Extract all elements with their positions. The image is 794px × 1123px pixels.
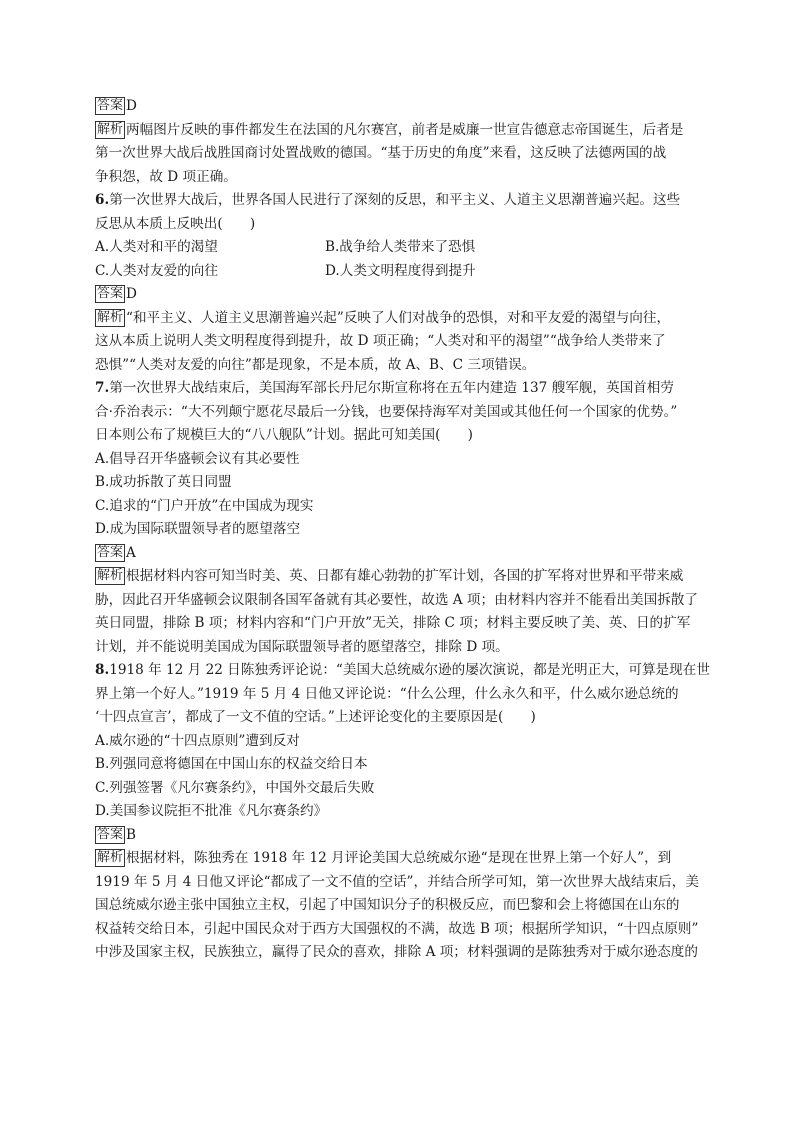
analysis-tag: 解析 [97, 850, 124, 865]
question-8 [95, 659, 710, 965]
analysis-tag: 解析 [97, 121, 124, 137]
stem-text: ‘十四点宣言’，都成了一文不值的空话。”上述评论变化的主要原因是( ) [95, 709, 536, 725]
answer-value: D [126, 98, 137, 114]
question-7 [95, 377, 698, 659]
stem-text: 第一次世界大战后，世界各国人民进行了深刻的反思，和平主义、人道主义思潮普遍兴起。这些 [109, 192, 681, 208]
analysis-text: 国总统威尔逊主张中国独立主权，引起了中国知识分子的积极反应，而巴黎和会上将德国在山东的 [95, 897, 680, 913]
analysis-line [95, 847, 695, 871]
option-a: A.倡导召开华盛顿会议有其必要性 [95, 450, 300, 467]
analysis-text: 第一次世界大战后战胜国商讨处置战败的德国。“基于历史的角度”来看，这反映了法德两国的战 [95, 145, 667, 161]
answer-value: D [126, 286, 137, 302]
analysis-text: 争积怨，故 D 项正确。 [95, 168, 237, 185]
answer-line [95, 283, 695, 307]
option-d: D.人类文明程度得到提升 [325, 262, 476, 279]
question-stem [95, 377, 695, 401]
analysis-tag: 解析 [97, 309, 124, 325]
question-stem [95, 659, 710, 683]
analysis-text: 1919 年 5 月 4 日他又评论“都成了一文不值的空话”，并结合所学可知，第一次世界大战结束后，美 [95, 873, 699, 890]
answer-line [95, 542, 695, 566]
stem-text: 1918 年 12 月 22 日陈独秀评论说：“美国大总统威尔逊的屡次演说，都是光明正大，可算是现在世 [109, 662, 710, 678]
analysis-text: 根据材料，陈独秀在 1918 年 12 月评论美国大总统威尔逊“是现在世界上第一个好人”，到 [126, 850, 672, 866]
analysis-text: 胁，因此召开华盛顿会议限制各国军备就有其必要性，故选 A 项；由材料内容并不能看出美国拆散了 [95, 591, 698, 608]
option-b: B.列强同意将德国在中国山东的权益交给日本 [95, 756, 368, 772]
question-number: 7. [95, 380, 110, 396]
answer-line [95, 824, 695, 848]
option-a: A.人类对和平的渴望 [95, 239, 218, 255]
analysis-text: 权益转交给日本，引起中国民众对于西方大国强权的不满，故选 B 项；根据所学知识，“十四点原则” [95, 920, 699, 937]
stem-text: 界上第一个好人。”1919 年 5 月 4 日他又评论说：“什么公理，什么永久和平，什么威尔逊总统的 [95, 685, 679, 702]
analysis-tag: 解析 [97, 568, 124, 583]
answer-value: B [126, 826, 137, 843]
analysis-line [95, 119, 695, 143]
analysis-text: 这从本质上说明人类文明程度得到提升，故 D 项正确；“人类对和平的渴望”“战争给人类带来了 [95, 333, 666, 349]
option-row [95, 236, 695, 260]
question-stem [95, 189, 695, 213]
stem-text: 第一次世界大战结束后，美国海军部长丹尼尔斯宣称将在五年内建造 137 艘军舰，英国首相劳 [109, 380, 674, 396]
analysis-line [95, 307, 695, 331]
option-d: D.美国参议院拒不批准《凡尔赛条约》 [95, 803, 328, 819]
option-b: B.成功拆散了英日同盟 [95, 474, 232, 490]
answer-tag: 答案 [97, 544, 124, 560]
option-a: A.威尔逊的“十四点原则”遭到反对 [95, 732, 300, 749]
question-number: 8. [95, 662, 110, 678]
analysis-text: 计划，并不能说明美国成为国际联盟领导者的愿望落空，排除 D 项。 [95, 638, 509, 655]
stem-text: 合·乔治表示：“大不列颠宁愿花尽最后一分钱，也要保持海军对美国或其他任何一个国家的优势。” [95, 403, 678, 420]
answer-tag: 答案 [97, 826, 124, 842]
analysis-text: 英日同盟，排除 B 项；材料内容和“门户开放”无关，排除 C 项；材料主要反映了美、英、日的扩军 [95, 615, 691, 631]
question-6 [95, 189, 695, 377]
option-row [95, 260, 695, 284]
answer-tag: 答案 [97, 286, 124, 301]
analysis-text: 根据材料内容可知当时美、英、日都有雄心勃勃的扩军计划，各国的扩军将对世界和平带来威 [126, 568, 684, 584]
stem-text: 日本则公布了规模巨大的“八八舰队”计划。据此可知美国( ) [95, 427, 473, 443]
analysis-text: 两幅图片反映的事件都发生在法国的凡尔赛宫，前者是威廉一世宣告德意志帝国诞生，后者是 [126, 121, 684, 138]
option-c: C.追求的“门户开放”在中国成为现实 [95, 497, 314, 514]
option-c: C.人类对友爱的向往 [95, 262, 218, 279]
page-content [95, 95, 710, 965]
answer-line [95, 95, 695, 119]
analysis-line [95, 565, 695, 589]
stem-text: 反思从本质上反映出( ) [95, 215, 256, 232]
option-b: B.战争给人类带来了恐惧 [325, 239, 476, 255]
answer-value: A [126, 544, 136, 561]
answer-tag: 答案 [97, 98, 124, 113]
analysis-text: “和平主义、人道主义思潮普遍兴起”反映了人们对战争的恐惧，对和平友爱的渴望与向往， [126, 309, 671, 326]
option-d: D.成为国际联盟领导者的愿望落空 [95, 521, 301, 537]
analysis-text: 恐惧”“人类对友爱的向往”都是现象，不是本质，故 A、B、C 三项错误。 [95, 356, 536, 373]
analysis-text: 中涉及国家主权，民族独立，赢得了民众的喜欢，排除 A 项；材料强调的是陈独秀对于威尔逊态度的 [95, 944, 698, 960]
question-number: 6. [95, 192, 110, 208]
question-5 [95, 95, 695, 189]
option-c: C.列强签署《凡尔赛条约》，中国外交最后失败 [95, 779, 375, 796]
